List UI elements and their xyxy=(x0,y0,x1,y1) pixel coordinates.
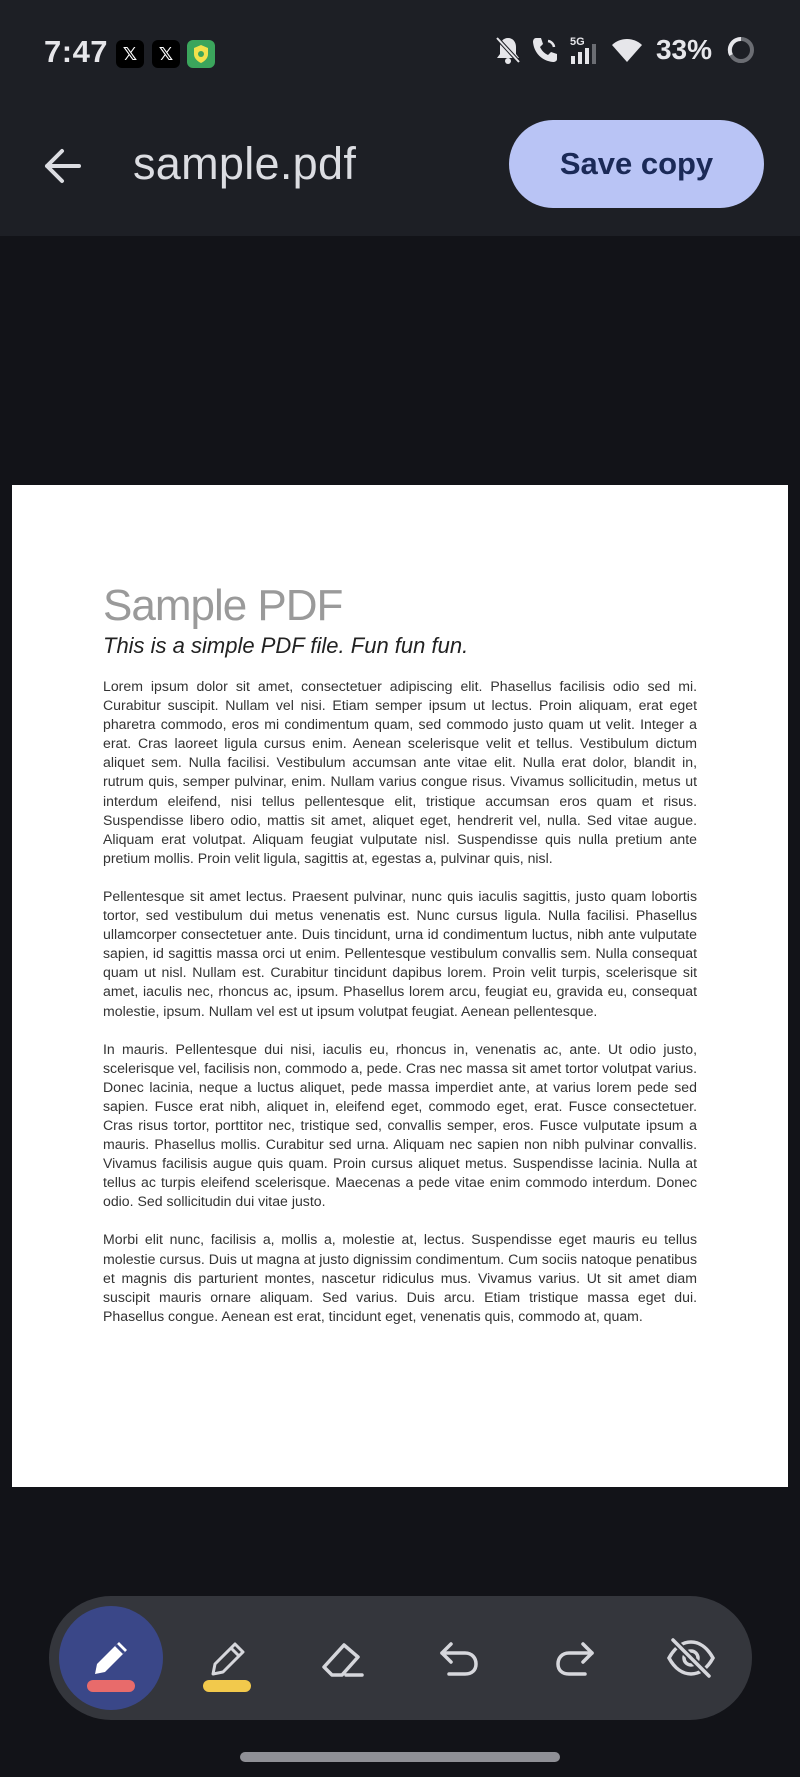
x-app-icon: 𝕏 xyxy=(152,40,180,68)
undo-icon xyxy=(437,1638,481,1678)
highlighter-icon xyxy=(203,1634,251,1682)
battery-percent: 33% xyxy=(655,34,712,65)
highlighter-tool-button[interactable] xyxy=(175,1606,279,1710)
eraser-icon xyxy=(318,1635,368,1681)
mute-bell-icon xyxy=(494,35,522,65)
pdf-paragraph: Morbi elit nunc, facilisis a, mollis a, molestie at, lectus. Suspendisse eget mauris eu tellus molestie cursus. Duis ut magna at justo dignissim condimentum. Cum sociis natoque penatibus et magnis dis parturient montes, nascetur ridiculus mus. Vivamus varius. Ut sit amet diam suscipit mauris ornare aliquam. Sed varius. Duis arcu. Etiam tristique massa eget dui. Phasellus congue. Aenean est erat, tincidunt eget, venenatis quis, commodo at, quam. xyxy=(103,1231,697,1324)
pdf-heading: Sample PDF xyxy=(103,581,343,630)
pdf-subtitle: This is a simple PDF file. Fun fun fun. xyxy=(103,633,469,658)
svg-text:5G: 5G xyxy=(569,36,585,48)
arrow-left-icon xyxy=(42,148,82,184)
x-app-icon: 𝕏 xyxy=(116,40,144,68)
status-time: 7:47 xyxy=(44,34,109,69)
battery-ring-icon xyxy=(726,35,756,65)
app-bar xyxy=(0,108,800,236)
home-indicator[interactable] xyxy=(240,1752,560,1762)
pen-icon xyxy=(87,1634,135,1682)
back-button[interactable] xyxy=(30,134,94,198)
pdf-page[interactable] xyxy=(12,485,788,1487)
save-copy-button[interactable]: Save copy xyxy=(509,120,764,208)
file-title: sample.pdf xyxy=(133,138,357,189)
pdf-paragraph: In mauris. Pellentesque dui nisi, iaculis eu, rhoncus in, venenatis ac, ante. Ut odio justo, scelerisque vel, facilisis non, commodo a, pede. Cras nec massa sit amet tortor volutpat varius. Donec lacinia, neque a luctus aliquet, pede massa imperdiet ante, at varius lorem pede sed sapien. Fusce erat nibh, aliquet in, eleifend eget, commodo eget, erat. Fusce consectetuer. Cras risus tortor, porttitor nec, tristique sed, convallis semper, eros. Fusce vulputate ipsum a mauris. Phasellus mollis. Curabitur sed urna. Aliquam nec sapien non nibh pulvinar convallis. Vivamus facilisis augue quis quam. Proin cursus aliquet metus. Suspendisse lacinia. Nulla at tellus ac turpis eleifend scelerisque. Maecenas a pede vitae enim commodo interdum. Donec odio. Sed sollicitudin dui vitae justo. xyxy=(103,1040,697,1210)
redo-button[interactable] xyxy=(523,1606,627,1710)
vpn-shield-icon xyxy=(187,40,215,68)
eye-off-icon xyxy=(665,1636,717,1680)
cellular-5g-icon xyxy=(568,34,602,66)
annotation-toolbar xyxy=(49,1596,752,1720)
eraser-tool-button[interactable] xyxy=(291,1606,395,1710)
wifi-calling-icon xyxy=(530,35,560,65)
wifi-icon xyxy=(610,36,644,64)
status-bar xyxy=(0,0,800,108)
hide-annotations-button[interactable] xyxy=(639,1606,743,1710)
pdf-paragraph: Pellentesque sit amet lectus. Praesent pulvinar, nunc quis iaculis sagittis, justo quam lobortis tortor, sed vestibulum dui metus venenatis est. Nunc cursus ligula. Nulla facilisi. Phasellus ullamcorper consectetuer ante. Duis tincidunt, urna id condimentum luctus, nibh ante vulputate sapien, id sagittis massa orci ut enim. Pellentesque vestibulum convallis sem. Nulla consequat quam ut nisl. Nullam est. Curabitur tincidunt dapibus lorem. Proin velit turpis, scelerisque sit amet, iaculis nec, rhoncus ac, ipsum. Phasellus lorem arcu, feugiat eu, gravida eu, consequat molestie, ipsum. Nullam vel est ut ipsum volutpat feugiat. Aenean pellentesque. xyxy=(103,887,697,1019)
pdf-body xyxy=(103,677,697,1345)
redo-icon xyxy=(553,1638,597,1678)
pdf-paragraph: Lorem ipsum dolor sit amet, consectetuer adipiscing elit. Phasellus facilisis odio sed mi. Curabitur suscipit. Nullam vel nisi. Etiam semper ipsum ut lectus. Proin aliquam, erat eget pharetra commodo, eros mi condimentum quam, sed commodo justo quam ut velit. Integer a erat. Cras laoreet ligula cursus enim. Aenean scelerisque velit et tellus. Vestibulum dictum aliquet sem. Nulla facilisi. Vestibulum accumsan ante vitae elit. Nulla erat dolor, blandit in, rutrum quis, semper pulvinar, enim. Nullam varius congue risus. Vivamus sollicitudin, metus ut interdum eleifend, nisi tellus pellentesque elit, tristique accumsan eros quam et risus. Suspendisse libero odio, mattis sit amet, aliquet eget, hendrerit vel, nulla. Sed vitae augue. Aliquam erat volutpat. Aliquam feugiat vulputate nisl. Suspendisse quis nulla pretium ante pretium mollis. Proin velit ligula, sagittis at, egestas a, pulvinar quis, nisl. xyxy=(103,678,697,866)
pen-color-indicator xyxy=(87,1680,135,1692)
pen-tool-button[interactable] xyxy=(59,1606,163,1710)
undo-button[interactable] xyxy=(407,1606,511,1710)
highlighter-color-indicator xyxy=(203,1680,251,1692)
